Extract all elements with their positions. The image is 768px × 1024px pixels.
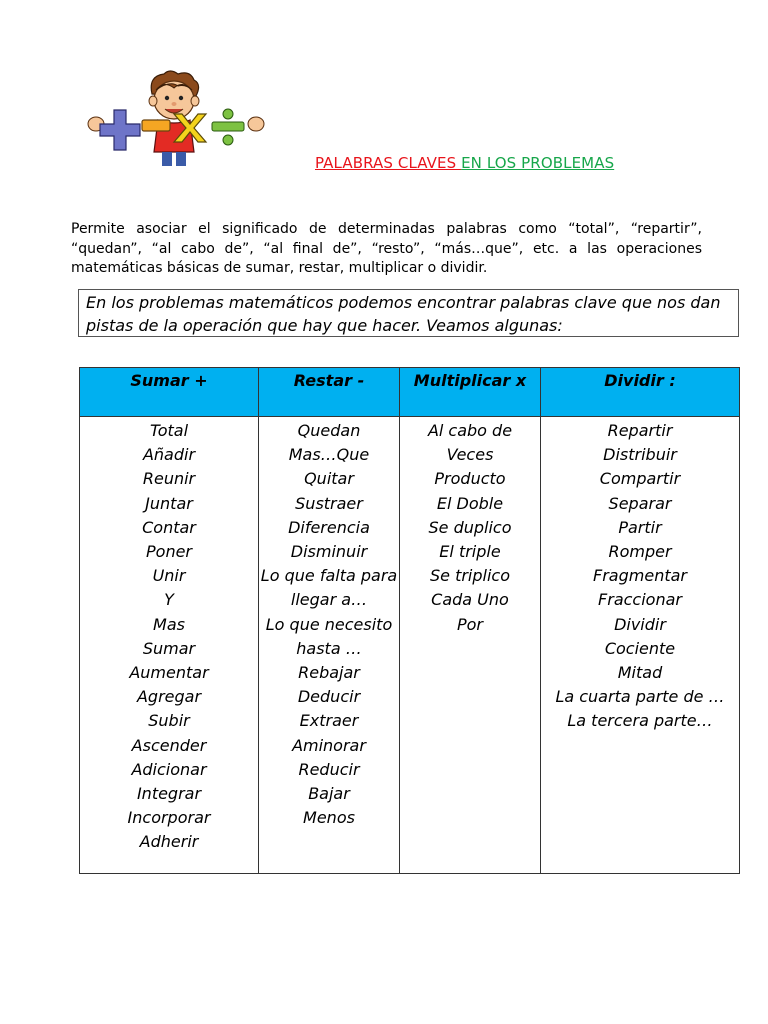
keyword-item: Separar <box>608 493 672 513</box>
keyword-item: Fragmentar <box>593 566 687 586</box>
keyword-item: Incorporar <box>127 808 211 828</box>
keyword-item: Fraccionar <box>598 590 682 610</box>
header-restar: Restar - <box>259 368 400 417</box>
keyword-item: La tercera parte… <box>567 711 713 731</box>
keyword-item: Cada Uno <box>431 590 509 610</box>
keyword-item: Aumentar <box>129 663 209 683</box>
keyword-item: Quitar <box>304 469 354 489</box>
keyword-item: Juntar <box>145 493 193 513</box>
keyword-item: Integrar <box>136 784 202 804</box>
keyword-item: El Doble <box>436 493 504 513</box>
keyword-item: Se triplico <box>429 566 510 586</box>
keyword-item: Sustraer <box>295 493 363 513</box>
keyword-item: Y <box>164 590 174 610</box>
keyword-item: Mas…Que <box>288 445 370 465</box>
note-box: En los problemas matemáticos podemos encontrar palabras clave que nos dan pistas de la operación que hay que hacer. Veamos algunas: <box>78 289 739 337</box>
keyword-item: Total <box>149 421 189 440</box>
keyword-item: Agregar <box>136 687 202 707</box>
column-restar <box>259 417 400 874</box>
keyword-item: Contar <box>142 517 196 537</box>
column-multiplicar <box>400 417 541 874</box>
keyword-item: Deducir <box>297 687 361 707</box>
keyword-item: Extraer <box>299 711 359 731</box>
keyword-item: Distribuir <box>603 445 677 465</box>
keyword-item: La cuarta parte de … <box>555 687 725 707</box>
keyword-item: Diferencia <box>288 517 370 537</box>
column-sumar <box>80 417 259 874</box>
header-dividir: Dividir : <box>541 368 740 417</box>
keyword-item: Partir <box>618 517 662 537</box>
keyword-item: Producto <box>434 469 506 489</box>
keyword-item: Añadir <box>142 445 196 465</box>
keyword-item: Reducir <box>298 759 360 779</box>
title-part-red: PALABRAS CLAVES <box>315 154 462 172</box>
header-multiplicar: Multiplicar x <box>400 368 541 417</box>
keyword-item: Se duplico <box>428 517 512 537</box>
keyword-item: Subir <box>148 711 190 731</box>
title-part-green: EN LOS PROBLEMAS <box>461 154 615 172</box>
keyword-item: Aminorar <box>292 735 366 755</box>
column-dividir <box>541 417 740 874</box>
keyword-item: Cociente <box>604 638 676 658</box>
keyword-item: Quedan <box>297 421 361 440</box>
keyword-item: Sumar <box>142 638 196 658</box>
keyword-item: Veces <box>446 445 494 465</box>
keyword-item: Poner <box>146 542 192 562</box>
keyword-item: Compartir <box>599 469 681 489</box>
table-row <box>80 417 740 874</box>
intro-paragraph: Permite asociar el significado de determinadas palabras como “total”, “repartir”, “quedan”, “al cabo de”, “al final de”, “resto”, “más…que”, etc. a las operaciones matemáticas básicas de sumar, restar, multiplicar o dividir. <box>71 221 702 276</box>
keyword-item: Rebajar <box>298 663 360 683</box>
keyword-item: Por <box>456 614 483 634</box>
keyword-item: Mitad <box>617 663 663 683</box>
keyword-item: Adicionar <box>131 759 207 779</box>
page-title <box>315 154 614 172</box>
keyword-item: Dividir <box>614 614 666 634</box>
keyword-item: Romper <box>608 542 672 562</box>
header-sumar: Sumar + <box>80 368 259 417</box>
keyword-item: Al cabo de <box>427 421 513 440</box>
keyword-item: Menos <box>303 808 355 828</box>
keyword-item: El triple <box>439 542 501 562</box>
math-operators-boy-icon <box>78 70 270 170</box>
table-header-row <box>80 368 740 417</box>
keyword-item: Lo que falta para llegar a… <box>260 566 398 610</box>
keyword-item: Reunir <box>142 469 196 489</box>
keywords-table <box>79 367 740 874</box>
keyword-item: Adherir <box>139 832 199 852</box>
keyword-item: Ascender <box>131 735 207 755</box>
keyword-item: Mas <box>153 614 185 634</box>
keyword-item: Unir <box>152 566 186 586</box>
keyword-item: Disminuir <box>290 542 368 562</box>
keyword-item: Lo que necesito hasta … <box>265 614 393 658</box>
keyword-item: Bajar <box>308 784 350 804</box>
keyword-item: Repartir <box>607 421 673 440</box>
